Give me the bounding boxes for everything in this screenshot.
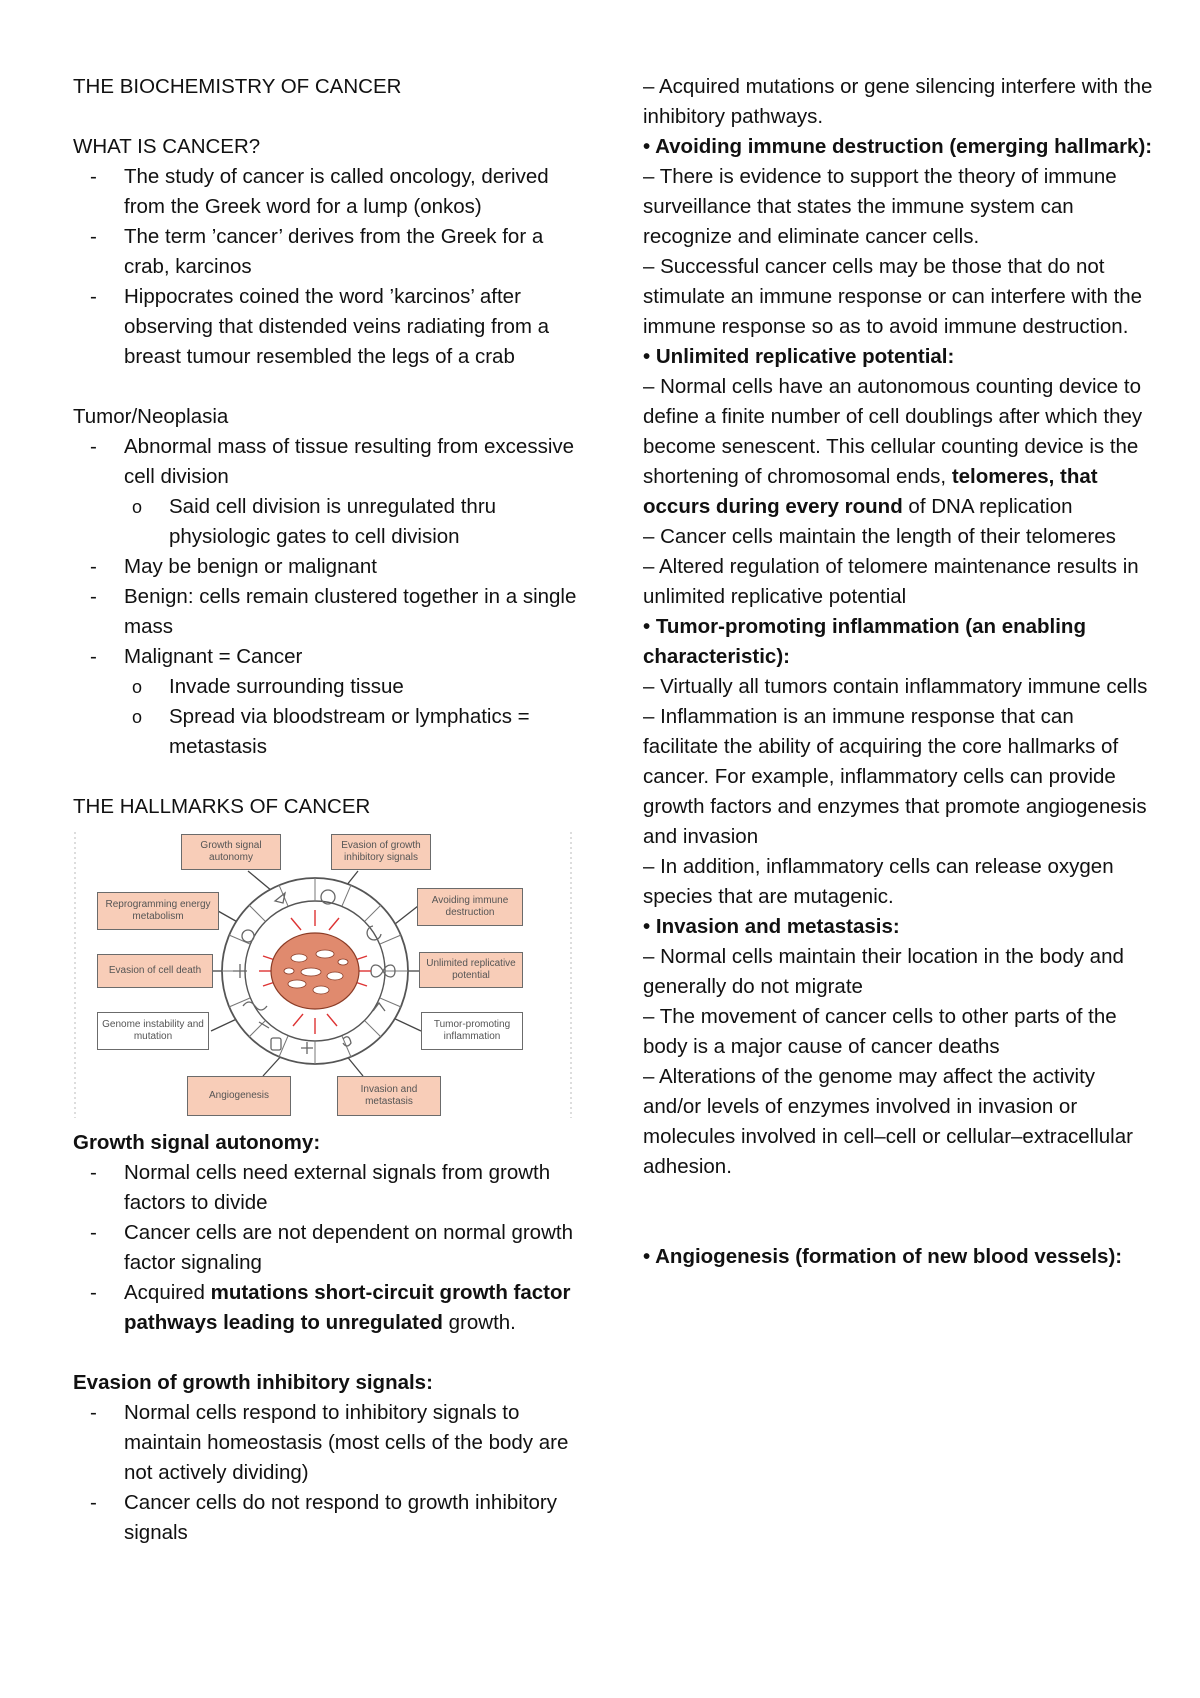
paragraph: – Successful cancer cells may be those that do not stimulate an immune response or can interfere with the immune response so as to avoid immune destruction.	[643, 255, 1143, 338]
sub-list	[124, 492, 593, 552]
hallmark-evasion-cell-death: Evasion of cell death	[97, 954, 213, 988]
sub-list-item: o Said cell division is unregulated thru physiologic gates to cell division	[124, 492, 593, 552]
inflammation-heading: • Tumor-promoting inflammation (an enabling characteristic):	[643, 615, 1086, 668]
invasion-heading: • Invasion and metastasis:	[643, 915, 900, 938]
list-item: - Cancer cells do not respond to growth inhibitory signals	[73, 1488, 593, 1548]
list-item: - Hippocrates coined the word ’karcinos’ after observing that distended veins radiating from a breast tumour resembled the legs of a crab	[73, 282, 593, 372]
hallmarks-figure	[73, 826, 573, 1126]
list-item: - Malignant = Cancer o Invade surrounding tissue o Spread via bloodstream or lymphatics = metastasis	[73, 642, 593, 762]
hallmarks-heading: THE HALLMARKS OF CANCER	[73, 795, 371, 818]
what-is-cancer-list	[73, 162, 593, 372]
sub-list-item: o Spread via bloodstream or lymphatics = metastasis	[124, 702, 593, 762]
hallmark-genome-instability: Genome instability and mutation	[97, 1012, 209, 1050]
paragraph: – Normal cells have an autonomous counting device to define a finite number of cell doublings after which they become senescent. This cellular counting device is the shortening of chromosomal ends, telomeres, that occurs during every round of DNA replication	[643, 375, 1143, 518]
hallmark-angiogenesis: Angiogenesis	[187, 1076, 291, 1116]
list-item: - Cancer cells are not dependent on normal growth factor signaling	[73, 1218, 593, 1278]
list-item: - The study of cancer is called oncology, derived from the Greek word for a lump (onkos)	[73, 162, 593, 222]
list-item: - Benign: cells remain clustered together in a single mass	[73, 582, 593, 642]
angiogenesis-heading: • Angiogenesis (formation of new blood vessels):	[643, 1245, 1123, 1268]
paragraph: – Inflammation is an immune response that can facilitate the ability of acquiring the core hallmarks of cancer. For example, inflammatory cells can provide growth factors and enzymes that promote angiogenesis and invasion	[643, 705, 1147, 848]
document-title: THE BIOCHEMISTRY OF CANCER	[73, 75, 402, 98]
tumor-list	[73, 432, 593, 762]
sub-list-item: o Invade surrounding tissue	[124, 672, 593, 702]
hallmark-invasion-metastasis: Invasion and metastasis	[337, 1076, 441, 1116]
paragraph: – There is evidence to support the theory of immune surveillance that states the immune system can recognize and eliminate cancer cells.	[643, 165, 1117, 248]
hallmark-avoiding-immune-destruction: Avoiding immune destruction	[417, 888, 523, 926]
what-is-cancer-heading: WHAT IS CANCER?	[73, 135, 261, 158]
evasion-inhibitory-list	[73, 1398, 593, 1548]
hallmark-reprogramming-energy: Reprogramming energy metabolism	[97, 892, 219, 930]
hallmark-evasion-growth-inhibitory: Evasion of growth inhibitory signals	[331, 834, 431, 870]
growth-autonomy-list	[73, 1158, 593, 1338]
paragraph: – Virtually all tumors contain inflammatory immune cells	[643, 675, 1148, 698]
paragraph: – In addition, inflammatory cells can release oxygen species that are mutagenic.	[643, 855, 1114, 908]
immune-heading: • Avoiding immune destruction (emerging hallmark):	[643, 135, 1153, 158]
paragraph: – Acquired mutations or gene silencing interfere with the inhibitory pathways.	[643, 75, 1153, 128]
list-item: - Normal cells respond to inhibitory signals to maintain homeostasis (most cells of the body are not actively dividing)	[73, 1398, 593, 1488]
list-item: - Normal cells need external signals from growth factors to divide	[73, 1158, 593, 1218]
list-item: - The term ’cancer’ derives from the Greek for a crab, karcinos	[73, 222, 593, 282]
paragraph: – Alterations of the genome may affect the activity and/or levels of enzymes involved in invasion or molecules involved in cell–cell or cellular–extracellular adhesion.	[643, 1065, 1133, 1178]
growth-autonomy-heading: Growth signal autonomy:	[73, 1131, 321, 1154]
list-item: - Abnormal mass of tissue resulting from excessive cell division o Said cell division is unregulated thru physiologic gates to cell division	[73, 432, 593, 552]
unlimited-heading: • Unlimited replicative potential:	[643, 345, 955, 368]
list-item: - May be benign or malignant	[73, 552, 593, 582]
list-item: - Acquired mutations short-circuit growth factor pathways leading to unregulated growth.	[73, 1278, 593, 1338]
left-column	[73, 72, 593, 1548]
sub-list	[124, 672, 593, 762]
right-column	[643, 72, 1153, 1272]
paragraph: – Cancer cells maintain the length of their telomeres	[643, 525, 1116, 548]
hallmark-growth-signal-autonomy: Growth signal autonomy	[181, 834, 281, 870]
paragraph: – The movement of cancer cells to other parts of the body is a major cause of cancer deaths	[643, 1005, 1117, 1058]
hallmark-tumor-promoting-inflammation: Tumor-promoting inflammation	[421, 1012, 523, 1050]
hallmark-unlimited-replicative: Unlimited replicative potential	[419, 952, 523, 988]
tumor-heading: Tumor/Neoplasia	[73, 405, 229, 428]
paragraph: – Normal cells maintain their location in the body and generally do not migrate	[643, 945, 1124, 998]
paragraph: – Altered regulation of telomere maintenance results in unlimited replicative potential	[643, 555, 1139, 608]
evasion-inhibitory-heading: Evasion of growth inhibitory signals:	[73, 1371, 433, 1394]
